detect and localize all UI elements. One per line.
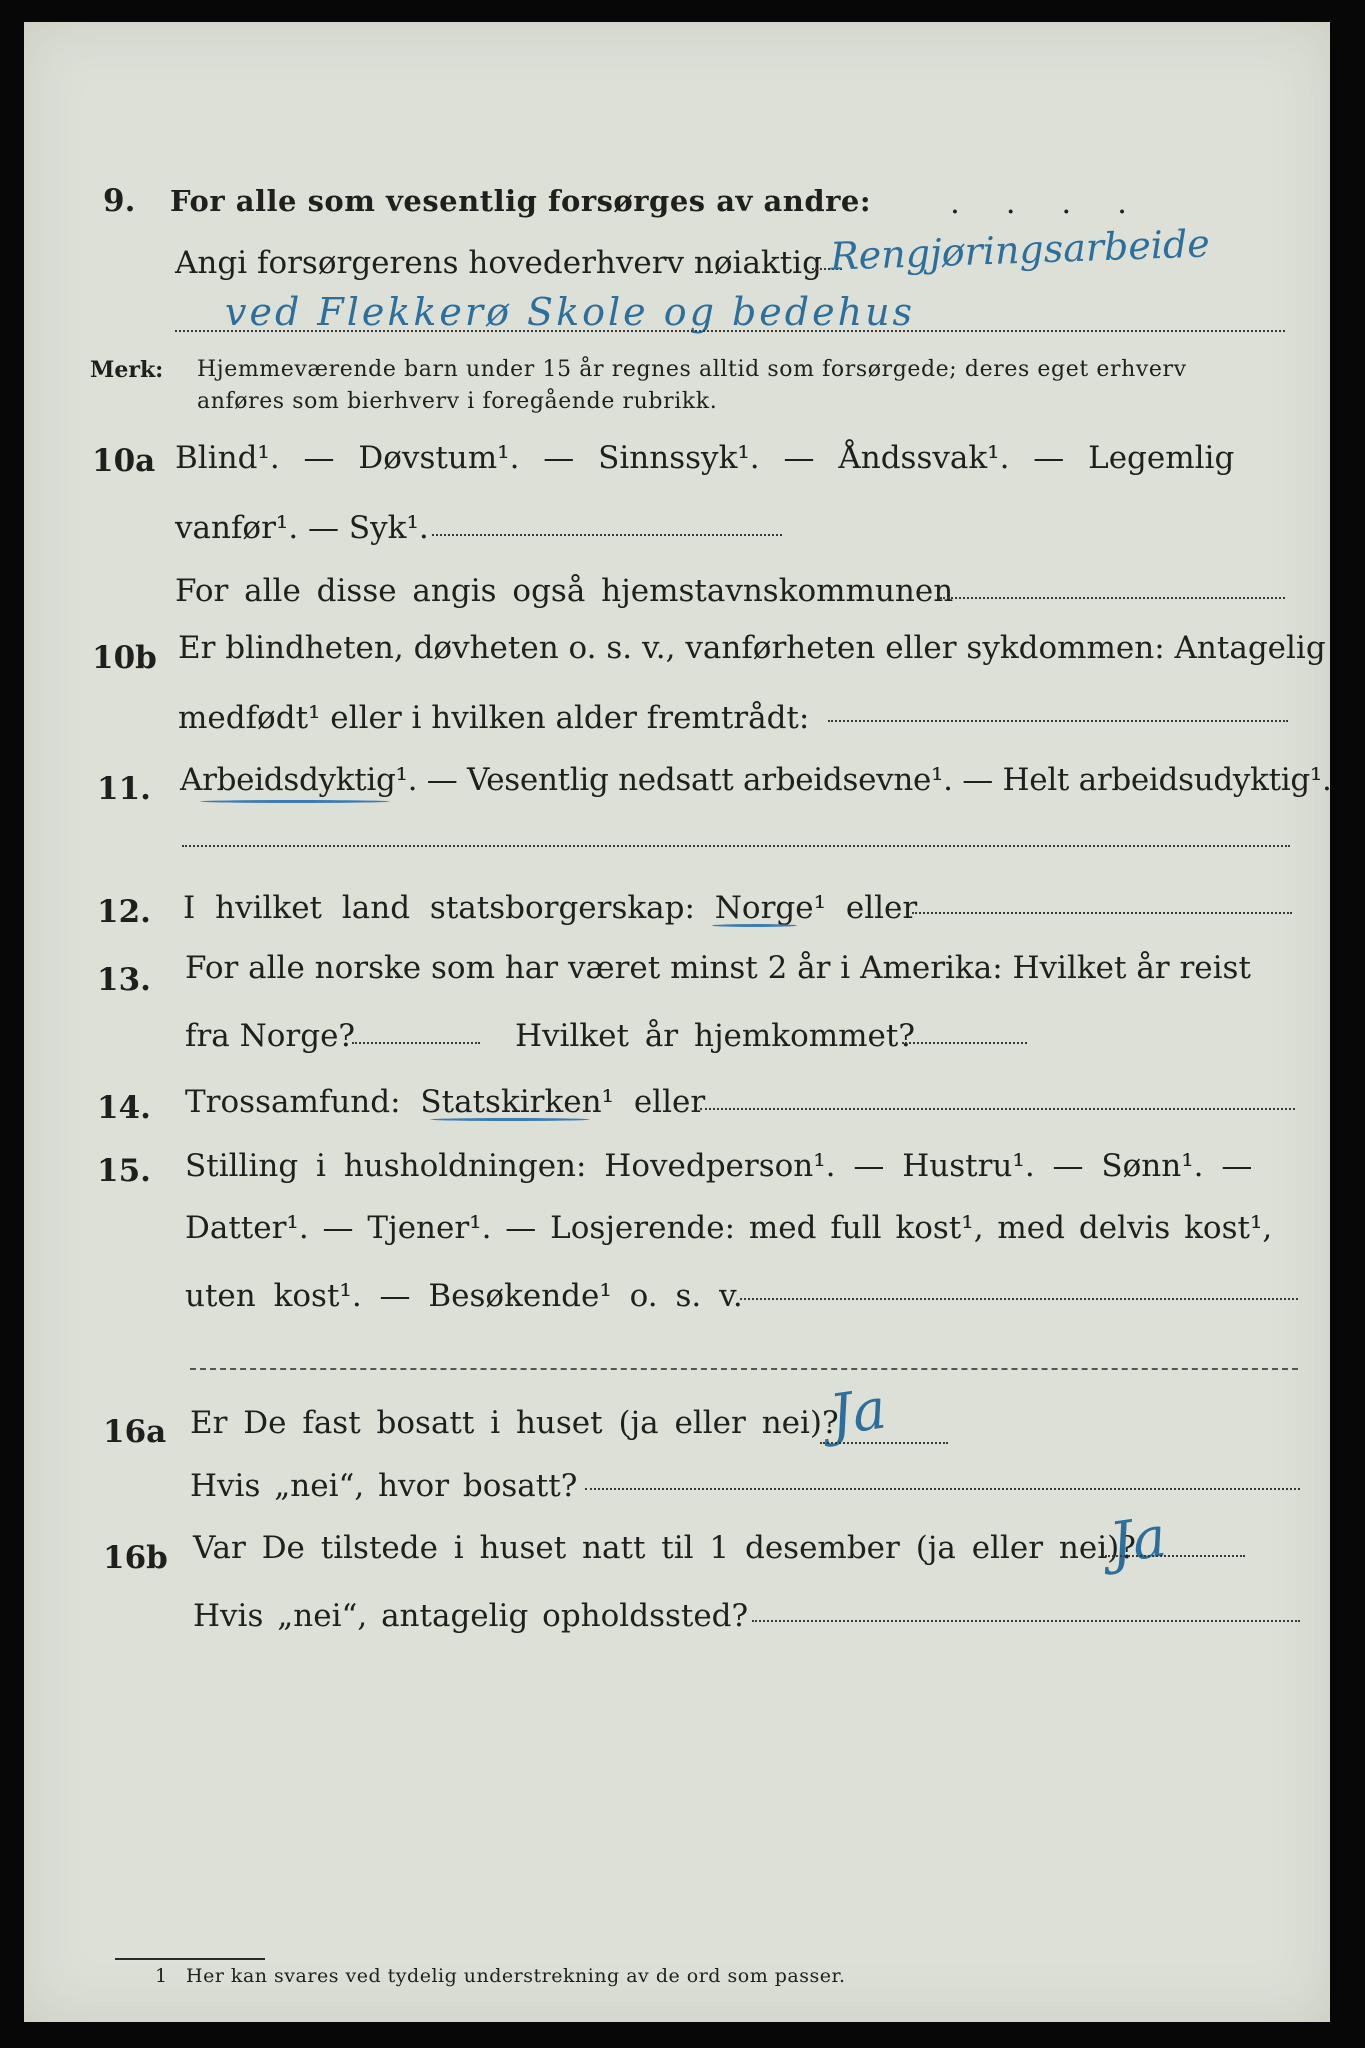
footnote-rule	[115, 1958, 265, 1960]
q10a-line1: Blind¹. — Døvstum¹. — Sinnssyk¹. — Åndssvak¹. — Legemlig	[175, 440, 1235, 476]
q16b-line2: Hvis „nei“, antagelig opholdssted?	[193, 1598, 749, 1634]
q15-extra-line	[190, 1368, 1298, 1370]
q15-dotted	[740, 1298, 1298, 1300]
q16a-handwritten-answer: Ja	[825, 1376, 891, 1449]
q10a-line2: vanfør¹. — Syk¹.	[175, 510, 429, 546]
q10b-line2: medfødt¹ eller i hvilken alder fremtrådt:	[178, 700, 810, 736]
q9-handwritten-answer-1: Rengjøringsarbeide	[829, 221, 1211, 279]
q13-line2a: fra Norge?	[185, 1018, 356, 1054]
q10b-dotted	[828, 720, 1288, 722]
q12-underline-mark	[712, 924, 797, 927]
q15-line3: uten kost¹. — Besøkende¹ o. s. v.	[185, 1278, 743, 1314]
q14-number: 14.	[97, 1090, 151, 1126]
q10b-number: 10b	[92, 640, 157, 676]
q16b-dotted-b	[752, 1620, 1300, 1622]
q13-line1: For alle norske som har været minst 2 år i Amerika: Hvilket år reist	[185, 950, 1251, 986]
q16a-line2: Hvis „nei“, hvor bosatt?	[190, 1468, 578, 1504]
q9-handwritten-answer-2: ved Flekkerø Skole og bedehus	[225, 290, 916, 334]
q11-dotted	[182, 845, 1290, 847]
q13-line2b: Hvilket år hjemkommet?	[515, 1018, 915, 1054]
footnote-mark: 1	[155, 1965, 168, 1987]
merk-label: Merk:	[90, 357, 164, 383]
q10b-line1: Er blindheten, døvheten o. s. v., vanførheten eller sykdommen: Antagelig	[178, 630, 1326, 666]
q15-line1: Stilling i husholdningen: Hovedperson¹. — Hustru¹. — Sønn¹. —	[185, 1148, 1253, 1184]
q10a-line3: For alle disse angis også hjemstavnskommunen	[175, 573, 954, 609]
q16a-line1: Er De fast bosatt i huset (ja eller nei)?	[190, 1405, 839, 1441]
q16a-dotted-b	[585, 1488, 1300, 1490]
q12-text: I hvilket land statsborgerskap: Norge¹ eller	[183, 890, 918, 926]
q15-line2: Datter¹. — Tjener¹. — Losjerende: med full kost¹, med delvis kost¹,	[185, 1210, 1273, 1246]
merk-line1: Hjemmeværende barn under 15 år regnes alltid som forsørgede; deres eget erhverv	[197, 357, 1187, 382]
q16b-line1: Var De tilstede i huset natt til 1 desember (ja eller nei)?	[193, 1530, 1136, 1566]
q14-text: Trossamfund: Statskirken¹ eller	[185, 1084, 706, 1120]
q13-number: 13.	[97, 962, 151, 998]
q16b-number: 16b	[103, 1540, 168, 1576]
q10a-line2-dotted	[432, 534, 782, 536]
q9-line2: Angi forsørgerens hovederhverv nøiaktig	[175, 245, 822, 281]
q16b-handwritten-answer: Ja	[1105, 1504, 1171, 1577]
q9-text: For alle som vesentlig forsørges av andre:	[170, 184, 872, 218]
footnote-text: Her kan svares ved tydelig understrekning av de ord som passer.	[186, 1965, 846, 1987]
q11-underline-mark	[200, 800, 390, 803]
q14-underline-mark	[430, 1118, 590, 1121]
q9-number: 9.	[103, 183, 136, 219]
q10a-line3-dotted	[940, 597, 1285, 599]
q14-dotted	[700, 1108, 1295, 1110]
q12-dotted	[912, 912, 1292, 914]
q16b-dotted-a	[1105, 1555, 1245, 1557]
q16a-dotted-a	[820, 1442, 948, 1444]
q16a-number: 16a	[103, 1414, 167, 1450]
q15-number: 15.	[97, 1153, 151, 1189]
q9-answer-line	[175, 330, 1285, 332]
q11-text: Arbeidsdyktig¹. — Vesentlig nedsatt arbeidsevne¹. — Helt arbeidsudyktig¹.	[180, 762, 1332, 798]
q11-number: 11.	[97, 771, 151, 807]
q10a-number: 10a	[92, 443, 156, 479]
q9-dot-marks: . . . .	[950, 185, 1145, 221]
q13-dotted-b	[902, 1042, 1027, 1044]
q13-dotted-a	[352, 1042, 480, 1044]
merk-line2: anføres som bierhverv i foregående rubrikk.	[197, 389, 718, 414]
q12-number: 12.	[97, 894, 151, 930]
